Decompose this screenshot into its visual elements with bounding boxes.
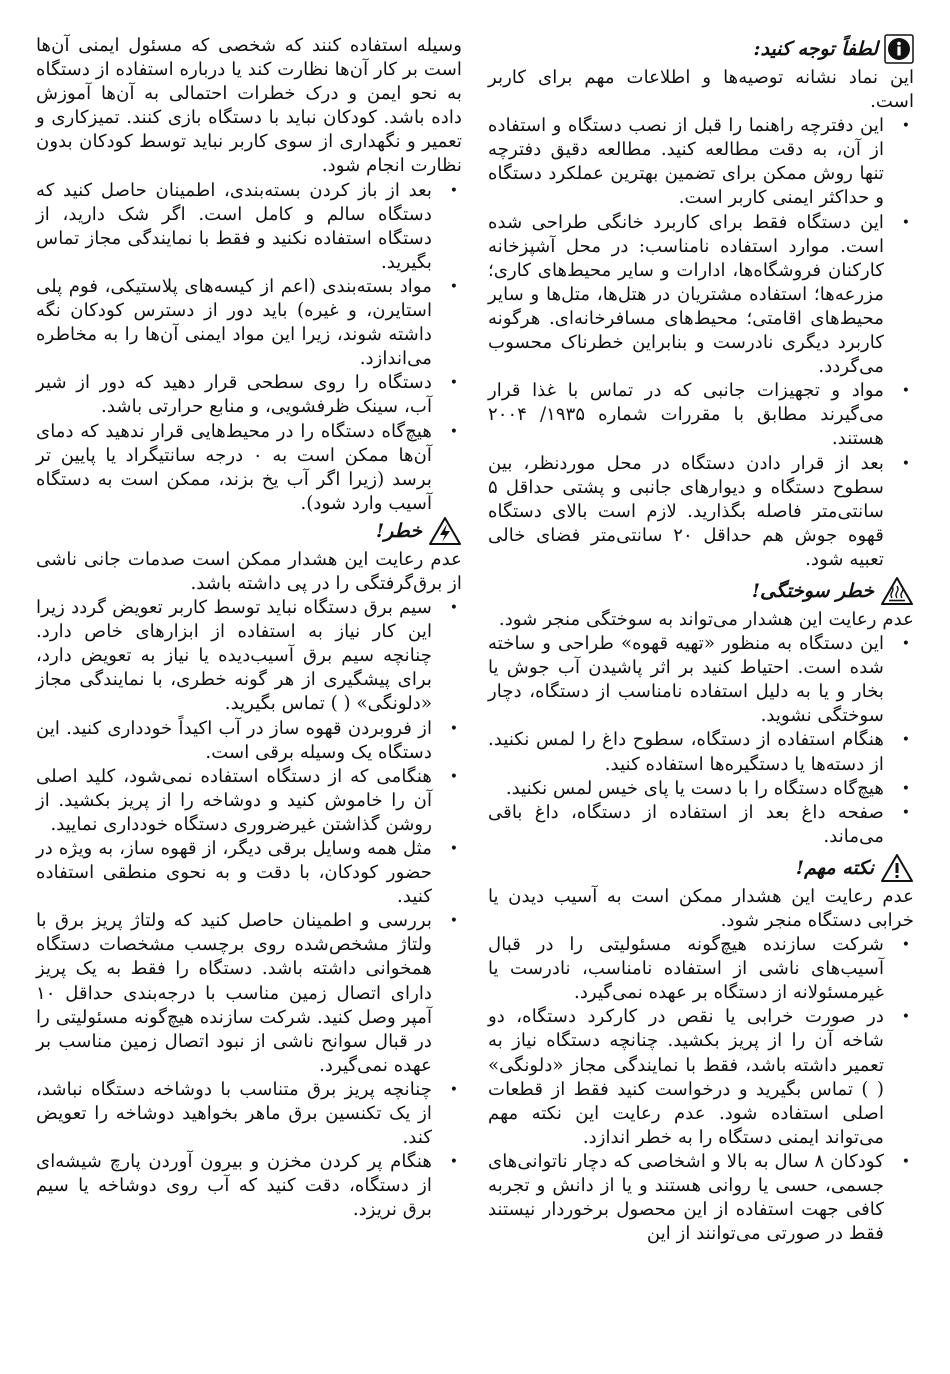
danger-list xyxy=(36,596,462,1222)
burn-heading xyxy=(488,576,914,606)
important-list xyxy=(488,933,914,1246)
list-item: • در صورت خرابی یا نقص در کارکرد دستگاه، دو شاخه آن را از پریز بکشید. چنانچه دستگاه نیاز به تعمیر داشته باشد، فقط با نمایندگی مجاز «دلونگی» ( ) تماس بگیرید و درخواست کنید فقط از قطعات اصلی استفاده شود. عدم رعایت این نکته مهم می‌تواند ایمنی دستگاه را به خطر اندازد. xyxy=(488,1005,914,1150)
burn-list xyxy=(488,632,914,849)
note-heading-text: لطفاً توجه کنید: xyxy=(753,37,878,60)
list-item: • سیم برق دستگاه نباید توسط کاربر تعویض گردد زیرا این کار نیاز به استفاده از ابزارهای خاص دارد. چنانچه سیم برق آسیب‌دیده یا نیاز به تعویض دارد، برای پیشگیری از هر گونه خطری، با نمایندگی مجاز «دلونگی» ( ) تماس بگیرید. xyxy=(36,596,462,716)
left-column xyxy=(36,34,462,1223)
general-list xyxy=(36,179,462,516)
list-item: • دستگاه را روی سطحی قرار دهید که دور از شیر آب، سینک ظرفشویی، و منابع حرارتی باشد. xyxy=(36,371,462,419)
right-column xyxy=(488,34,914,1246)
continuation-paragraph: وسیله استفاده کنند که شخصی که مسئول ایمنی آن‌ها است بر کار آن‌ها نظارت کند یا درباره استفاده از دستگاه به نحو ایمن و درک خطرات احتمالی به آن‌ها آموزش داده باشد. کودکان نباید با دستگاه بازی کنند. تمیزکاری و تعمیر و نگهداری از سوی کاربر نباید توسط کودکان بدون نظارت انجام شود. xyxy=(36,35,462,177)
list-item: • بعد از قرار دادن دستگاه در محل موردنظر، بین سطوح دستگاه و دیوارهای جانبی و پشتی حداقل ۵ سانتی‌متر فاصله بگذارید. لازم است بالای دستگاه قهوه جوش هم حداقل ۲۰ سانتی‌متر فضای خالی تعبیه شود. xyxy=(488,452,914,572)
list-item: • این دفترچه راهنما را قبل از نصب دستگاه و استفاده از آن، به دقت مطالعه کنید. مطالعه دقیق دفترچه تنها روش ممکن برای تضمین بهترین عملکرد دستگاه و حداکثر ایمنی کاربر است. xyxy=(488,114,914,210)
list-item: • صفحه داغ بعد از استفاده از دستگاه، داغ باقی می‌ماند. xyxy=(488,801,914,849)
info-icon xyxy=(884,34,914,64)
list-item: • این دستگاه فقط برای کاربرد خانگی طراحی شده است. موارد استفاده نامناسب: در محل آشپزخانه کارکنان فروشگاه‌ها، ادارات و سایر محیط‌های کاری؛ مزرعه‌ها؛ استفاده مشتریان در هتل‌ها، متل‌ها و سایر محیط‌های اقامتی؛ محیط‌های مسافرخانه‌ای. هرگونه کاربرد دیگری نادرست و بنابراین خطرناک محسوب می‌گردد. xyxy=(488,211,914,380)
burn-heading-text: خطر سوختگی! xyxy=(751,579,874,602)
danger-heading xyxy=(36,516,462,546)
hot-surface-warning-icon xyxy=(880,576,914,606)
note-intro: این نماد نشانه توصیه‌ها و اطلاعات مهم برای کاربر است. xyxy=(488,67,914,113)
note-heading xyxy=(488,34,914,64)
list-item: • هیچ‌گاه دستگاه را با دست یا پای خیس لمس نکنید. xyxy=(488,777,914,801)
list-item: • هیچ‌گاه دستگاه را در محیط‌هایی قرار ندهید که دمای آن‌ها ممکن است به ۰ درجه سانتیگراد یا پایین تر برسد (زیرا اگر آب یخ بزند، ممکن است به دستگاه آسیب وارد شود). xyxy=(36,420,462,516)
important-heading xyxy=(488,853,914,883)
important-heading-text: نکته مهم! xyxy=(795,856,874,879)
note-list xyxy=(488,114,914,572)
list-item: • چنانچه پریز برق متناسب با دوشاخه دستگاه نباشد، از یک تکنسین برق ماهر بخواهید دوشاخه را تعویض کند. xyxy=(36,1078,462,1150)
burn-intro: عدم رعایت این هشدار می‌تواند به سوختگی منجر شود. xyxy=(498,608,914,630)
list-item: • شرکت سازنده هیچ‌گونه مسئولیتی را در قبال آسیب‌های ناشی از استفاده نامناسب، نادرست یا غیرمسئولانه از دستگاه بر عهده نمی‌گیرد. xyxy=(488,933,914,1005)
list-item: • این دستگاه به منظور «تهیه قهوه» طراحی و ساخته شده است. احتیاط کنید بر اثر پاشیدن آب جوش یا بخار و یا به دلیل استفاده نامناسب از دستگاه، دچار سوختگی نشوید. xyxy=(488,632,914,728)
list-item: • بررسی و اطمینان حاصل کنید که ولتاژ پریز برق با ولتاژ مشخص‌شده روی برچسب مشخصات دستگاه همخوانی داشته باشد. دستگاه را فقط به یک پریز دارای اتصال زمین مناسب با درجه‌بندی حداقل ۱۰ آمپر وصل کنید. شرکت سازنده هیچ‌گونه مسئولیتی را در قبال سوانح ناشی از نبود اتصال زمین مناسب بر عهده نمی‌گیرد. xyxy=(36,909,462,1078)
list-item: • کودکان ۸ سال به بالا و اشخاصی که دچار ناتوانی‌های جسمی، حسی یا روانی هستند و یا از دانش و تجربه کافی جهت استفاده از این محصول برخوردار نیستند فقط در صورتی می‌توانند از این xyxy=(488,1150,914,1246)
important-intro: عدم رعایت این هشدار ممکن است به آسیب دیدن یا خرابی دستگاه منجر شود. xyxy=(488,885,914,931)
list-item: • هنگام استفاده از دستگاه، سطوح داغ را لمس نکنید. از دسته‌ها یا دستگیره‌ها استفاده کنید. xyxy=(488,728,914,776)
list-item: • بعد از باز کردن بسته‌بندی، اطمینان حاصل کنید که دستگاه سالم و کامل است. اگر شک دارید، از دستگاه استفاده نکنید و فقط با نمایندگی مجاز تماس بگیرید. xyxy=(36,179,462,275)
list-item: • هنگام پر کردن مخزن و بیرون آوردن پارچ شیشه‌ای از دستگاه، دقت کنید که آب روی دوشاخه یا سیم برق نریزد. xyxy=(36,1150,462,1222)
list-item: • مواد بسته‌بندی (اعم از کیسه‌های پلاستیکی، فوم پلی استایرن، و غیره) باید دور از دسترس کودکان نگه داشته شوند، زیرا این مواد ایمنی آن‌ها را به مخاطره می‌اندازد. xyxy=(36,275,462,371)
danger-heading-text: خطر! xyxy=(375,519,422,542)
list-item: • مواد و تجهیزات جانبی که در تماس با غذا قرار می‌گیرند مطابق با مقررات شماره ۱۹۳۵/ ۲۰۰۴ هستند. xyxy=(488,379,914,451)
list-item: • هنگامی که از دستگاه استفاده نمی‌شود، کلید اصلی آن را خاموش کنید و دوشاخه را از پریز بکشید. از روشن گذاشتن غیرضروری دستگاه خودداری نمایید. xyxy=(36,765,462,837)
danger-intro: عدم رعایت این هشدار ممکن است صدمات جانی ناشی از برق‌گرفتگی را در پی داشته باشد. xyxy=(36,548,462,594)
warning-icon xyxy=(880,853,914,883)
list-item: • مثل همه وسایل برقی دیگر، از قهوه ساز، به ویژه در حضور کودکان، با دقت و به نحوی منطقی استفاده کنید. xyxy=(36,837,462,909)
electric-shock-warning-icon xyxy=(428,516,462,546)
list-item: • از فروبردن قهوه ساز در آب اکیداً خودداری کنید. این دستگاه یک وسیله برقی است. xyxy=(36,717,462,765)
